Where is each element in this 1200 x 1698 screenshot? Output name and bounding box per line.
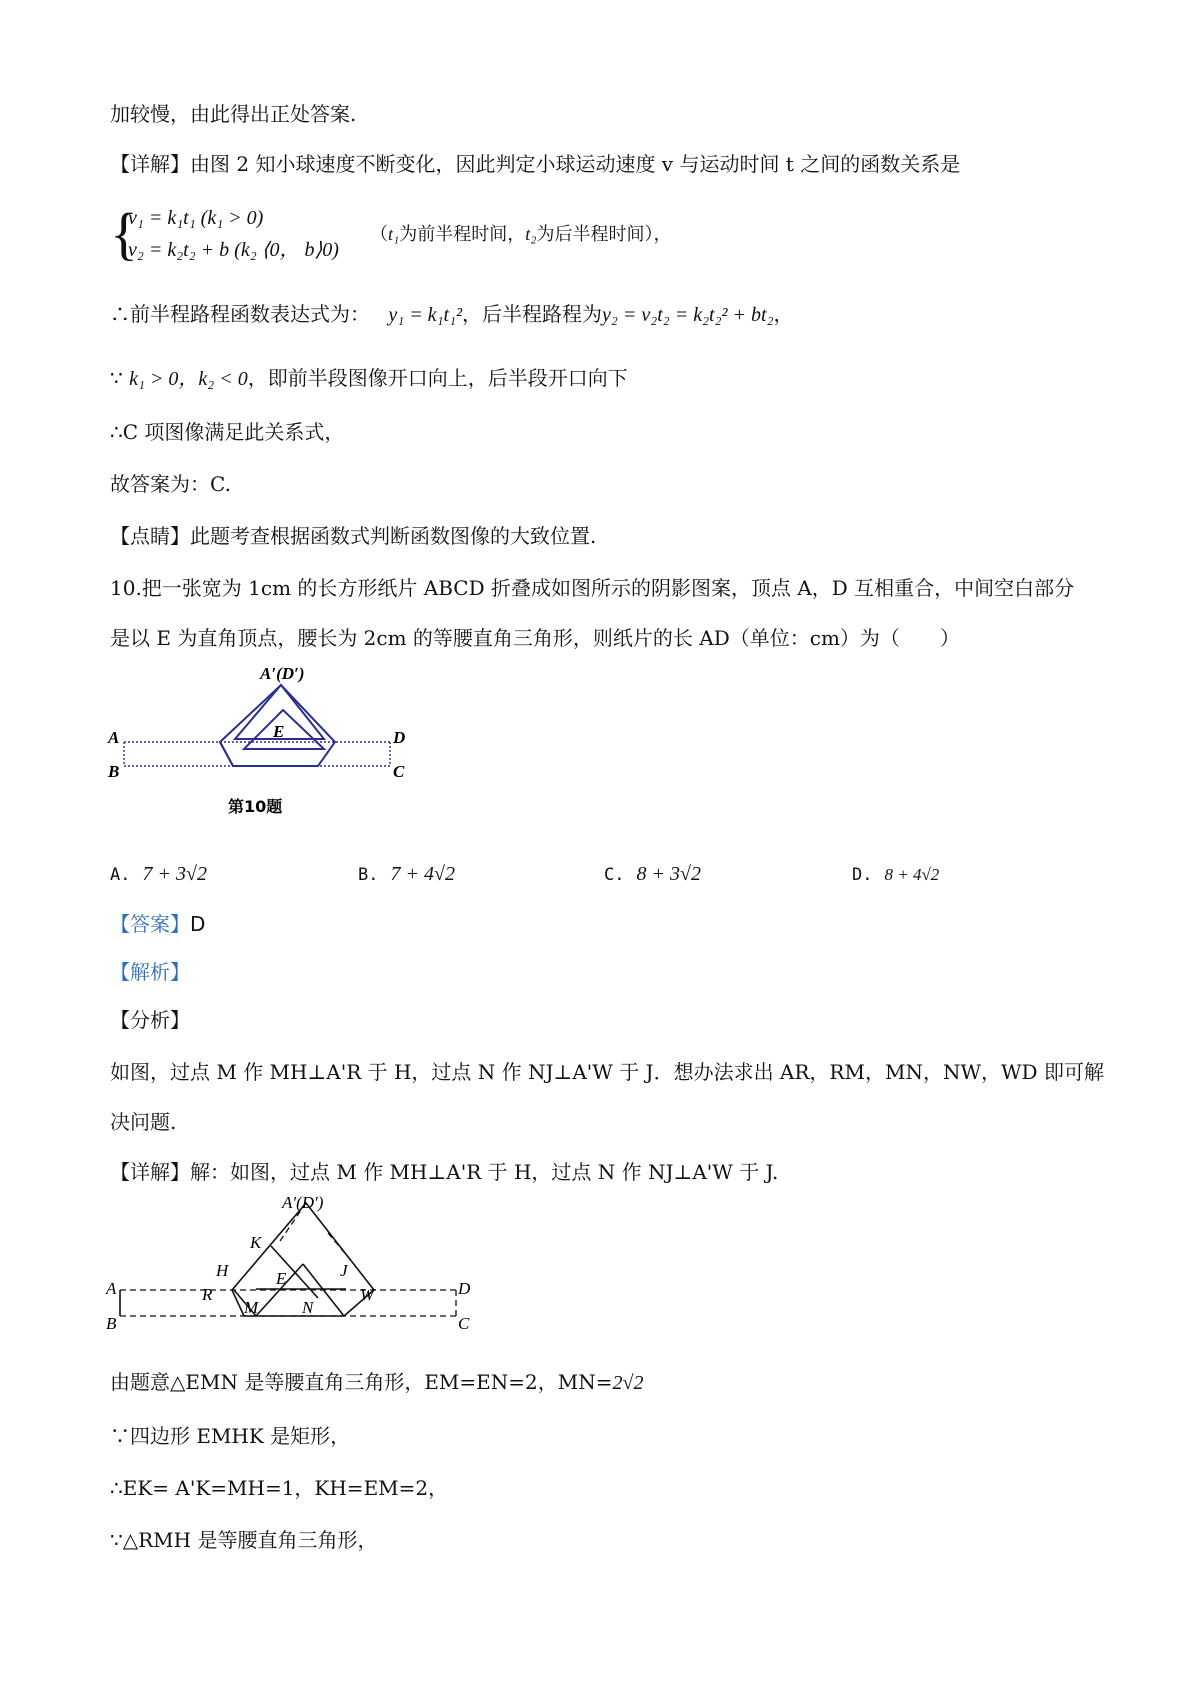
formula-line — [110, 300, 794, 329]
detail-intro: 【详解】由图 2 知小球速度不断变化，因此判定小球运动速度 v 与运动时间 t 之间的函数关系是 — [110, 152, 961, 176]
option-c-letter: C. — [604, 865, 625, 885]
formula-line-mid: ，后半程路程为 — [462, 302, 603, 326]
formula-y2: y₂ = v₂t₂ = k₂t₂² + bt₂ — [602, 304, 774, 326]
because-symbol: ∵ — [110, 366, 123, 390]
option-a — [110, 858, 207, 890]
piecewise-note-mid: 为前半程时间， — [399, 224, 526, 245]
formula-y1: y₁ = k₁t₁² — [388, 304, 463, 326]
fig1-label-D: D — [393, 728, 406, 747]
k-condition: k₁ > 0，k₂ < 0 — [129, 368, 248, 390]
xiangjie-line: 【详解】解：如图，过点 M 作 MH⊥A'R 于 H，过点 N 作 NJ⊥A'W 于 J. — [110, 1160, 779, 1184]
derivation-line-1-text: 由题意△EMN 是等腰直角三角形，EM=EN=2，MN= — [110, 1370, 613, 1394]
piecewise-note-t2: t₂ — [525, 224, 537, 244]
fig1-label-E: E — [273, 722, 285, 741]
fig2-label-J: J — [340, 1261, 348, 1280]
fenxi-line-1: 如图，过点 M 作 MH⊥A'R 于 H，过点 N 作 NJ⊥A'W 于 J．想办法求出 AR，RM，MN，NW，WD 即可解 — [110, 1060, 1104, 1084]
figure-solution — [106, 1186, 526, 1346]
derivation-line-2: ∵四边形 EMHK 是矩形， — [110, 1424, 351, 1448]
derivation-line-4: ∵△RMH 是等腰直角三角形， — [110, 1528, 378, 1552]
fig2-label-D: D — [458, 1279, 471, 1298]
fig2-label-K: K — [250, 1233, 262, 1252]
option-b-expr: 7 + 4√2 — [390, 863, 455, 885]
fig2-label-A: A — [106, 1279, 117, 1298]
piecewise-row-1: v₁ = k₁t₁ (k₁ > 0) — [128, 207, 264, 229]
derivation-line-1 — [110, 1368, 643, 1397]
answer-line — [110, 910, 205, 938]
option-c — [604, 858, 701, 890]
fig1-label-apex: A′(D′) — [260, 664, 305, 683]
answer-tag: 【答案】 — [110, 912, 190, 936]
piecewise-note-open: （ — [370, 224, 388, 245]
fig2-label-H: H — [216, 1261, 229, 1280]
fig2-label-R: R — [202, 1285, 213, 1304]
text-line-c: ∴C 项图像满足此关系式， — [110, 420, 345, 444]
fig2-label-E: E — [276, 1269, 287, 1288]
piecewise-note — [370, 220, 672, 249]
option-d — [852, 858, 939, 890]
text-line-1: 加较慢，由此得出正处答案. — [110, 102, 357, 126]
fig2-label-B: B — [106, 1314, 117, 1333]
k-condition-line — [110, 364, 628, 393]
fenxi-line-2: 决问题. — [110, 1110, 177, 1134]
fig1-label-C: C — [393, 762, 405, 781]
fig2-label-M: M — [244, 1298, 259, 1317]
fig2-dashed-a-j — [328, 1233, 354, 1264]
option-d-letter: D. — [852, 865, 873, 885]
piecewise-row-2: v₂ = k₂t₂ + b (k₂ ⟨0， b⟩0) — [128, 239, 339, 261]
fenxi-tag: 【分析】 — [110, 1008, 190, 1032]
fig2-label-W: W — [360, 1285, 375, 1304]
mn-value: 2√2 — [612, 1372, 644, 1394]
fig2-label-N: N — [302, 1298, 314, 1317]
question-10-line-2: 是以 E 为直角顶点，腰长为 2cm 的等腰直角三角形，则纸片的长 AD（单位：cm）为（ ） — [110, 626, 960, 650]
text-answer-c: 故答案为：C. — [110, 472, 231, 496]
fig1-label-B: B — [108, 762, 120, 781]
figure-left-edge — [220, 742, 233, 766]
piecewise-note-close: 为后半程时间）， — [536, 224, 672, 245]
option-c-expr: 8 + 3√2 — [636, 863, 701, 885]
option-b — [358, 858, 455, 890]
option-b-letter: B. — [358, 865, 379, 885]
question-10-line-1: 10.把一张宽为 1cm 的长方形纸片 ABCD 折叠成如图所示的阴影图案，顶点 A，D 互相重合，中间空白部分 — [110, 576, 1075, 600]
option-a-letter: A. — [110, 865, 131, 885]
figure-10 — [110, 660, 450, 840]
formula-y2-tail: ， — [773, 302, 794, 326]
analysis-tag: 【解析】 — [110, 960, 190, 984]
option-a-expr: 7 + 3√2 — [142, 863, 207, 885]
fig2-label-apex: A′(D′) — [282, 1193, 324, 1212]
fig1-label-A: A — [108, 728, 120, 747]
option-d-expr: 8 + 4√2 — [884, 865, 940, 884]
derivation-line-3: ∴EK= A'K=MH=1，KH=EM=2， — [110, 1476, 449, 1500]
piecewise-note-t1: t₁ — [388, 224, 400, 244]
fig1-caption: 第10题 — [228, 797, 283, 816]
piecewise-brace: { — [110, 201, 138, 266]
formula-line-prefix: ∴前半程路程函数表达式为： — [110, 302, 370, 326]
k-condition-conclusion: ，即前半段图像开口向上，后半段开口向下 — [247, 366, 628, 390]
answer-value: D — [190, 912, 206, 936]
fig2-label-C: C — [458, 1314, 470, 1333]
dianjing-line: 【点睛】此题考查根据函数式判断函数图像的大致位置. — [110, 524, 597, 548]
